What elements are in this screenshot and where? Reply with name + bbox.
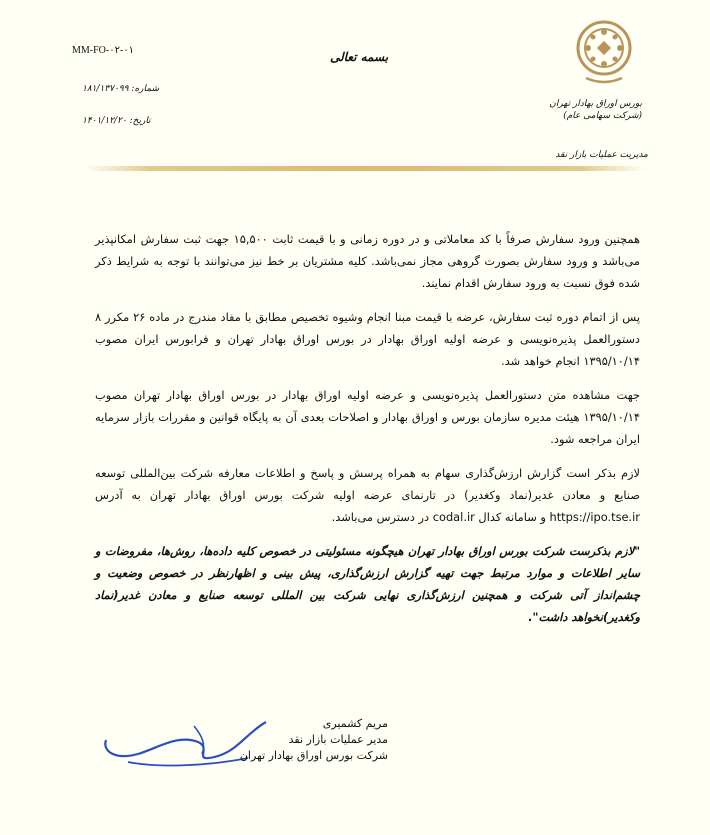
signature-block: [238, 716, 388, 764]
letter-body: [95, 228, 640, 640]
paragraph-3: جهت مشاهده متن دستورالعمل پذیره‌نویسی و عرضه اولیه اوراق بهادار در بورس اوراق بهادار تهران مصوب ۱۳۹۵/۱۰/۱۴ هیئت مدیره سازمان بورس و اوراق بهادار و اصلاحات بعدی آن به پایگاه قوانین و مقررات بازار سرمایه ایران مراجعه شود.: [95, 388, 640, 446]
org-line-2: (شرکت سهامی عام): [563, 111, 642, 121]
department-name: مدیریت عملیات بازار نقد: [555, 150, 648, 160]
number-label: شماره:: [131, 84, 160, 94]
date-label: تاریخ:: [129, 116, 151, 126]
paragraph-2: پس از اتمام دوره ثبت سفارش، عرضه با قیمت مبنا انجام وشیوه تخصیص مطابق با مفاد مندرج در ماده ۲۶ مکرر ۸ دستورالعمل پذیره‌نویسی و عرضه اولیه اوراق بهادار در بورس اوراق بهادار تهران و فرابورس ایران مصوب ۱۳۹۵/۱۰/۱۴ انجام خواهد شد.: [95, 310, 641, 368]
number-value: ۱۸۱/۱۳۷۰۹۹: [82, 84, 129, 94]
bismillah-heading: بسمه تعالی: [330, 50, 389, 64]
paragraph-1: همچنین ورود سفارش صرفاً با کد معاملاتی و در دوره زمانی و با قیمت ثابت ۱۵,۵۰۰ جهت ثبت سفارش امکانپذیر می‌باشد و ورود سفارش بصورت گروهی مجاز نمی‌باشد. کلیه مشتریان بر خط نیز می‌توانند با توجه به شرایط ذکر شده فوق نسبت به ورود سفارش اقدام نمایند.: [95, 232, 640, 290]
paragraph-4: لازم بذکر است گزارش ارزش‌گذاری سهام به همراه پرسش و پاسخ و اطلاعات معارفه شرکت بین‌المللی توسعه صنایع و معادن غدیر(نماد وکغدیر) در تارنمای عرضه اولیه شرکت بورس اوراق بهادار تهران به آدرس https://ipo.tse.ir و سامانه کدال codal.ir در دسترس می‌باشد.: [95, 466, 640, 524]
disclaimer-paragraph: "لازم بذکرست شرکت بورس اوراق بهادار تهران هیچگونه مسئولیتی در خصوص کلیه داده‌ها، روش‌ها، مفروضات و سایر اطلاعات و موارد مرتبط جهت تهیه گزارش ارزش‌گذاری، پیش بینی و اظهارنظر در خصوص وضعیت و چشم‌انداز آتی شرکت و همچنین ارزش‌گذاری نهایی شرکت بین المللی توسعه صنایع و معادن غدیر(نماد وکغدیر)نخواهد داشت".: [95, 544, 640, 624]
header-divider: [84, 166, 646, 171]
letter-date: [82, 116, 151, 126]
tse-logo-icon: [576, 20, 632, 90]
org-line-1: بورس اوراق بهادار تهران: [549, 99, 642, 109]
organization-name: [522, 98, 642, 122]
signer-title: مدیر عملیات بازار نقد: [288, 733, 388, 746]
signer-name: مریم کشمیری: [322, 717, 388, 730]
letter-number: [82, 84, 159, 94]
form-code: MM-FO-۰۲-۰۱: [72, 45, 135, 56]
signer-company: شرکت بورس اوراق بهادار تهران: [239, 749, 388, 762]
date-value: ۱۴۰۱/۱۲/۲۰: [82, 116, 127, 126]
